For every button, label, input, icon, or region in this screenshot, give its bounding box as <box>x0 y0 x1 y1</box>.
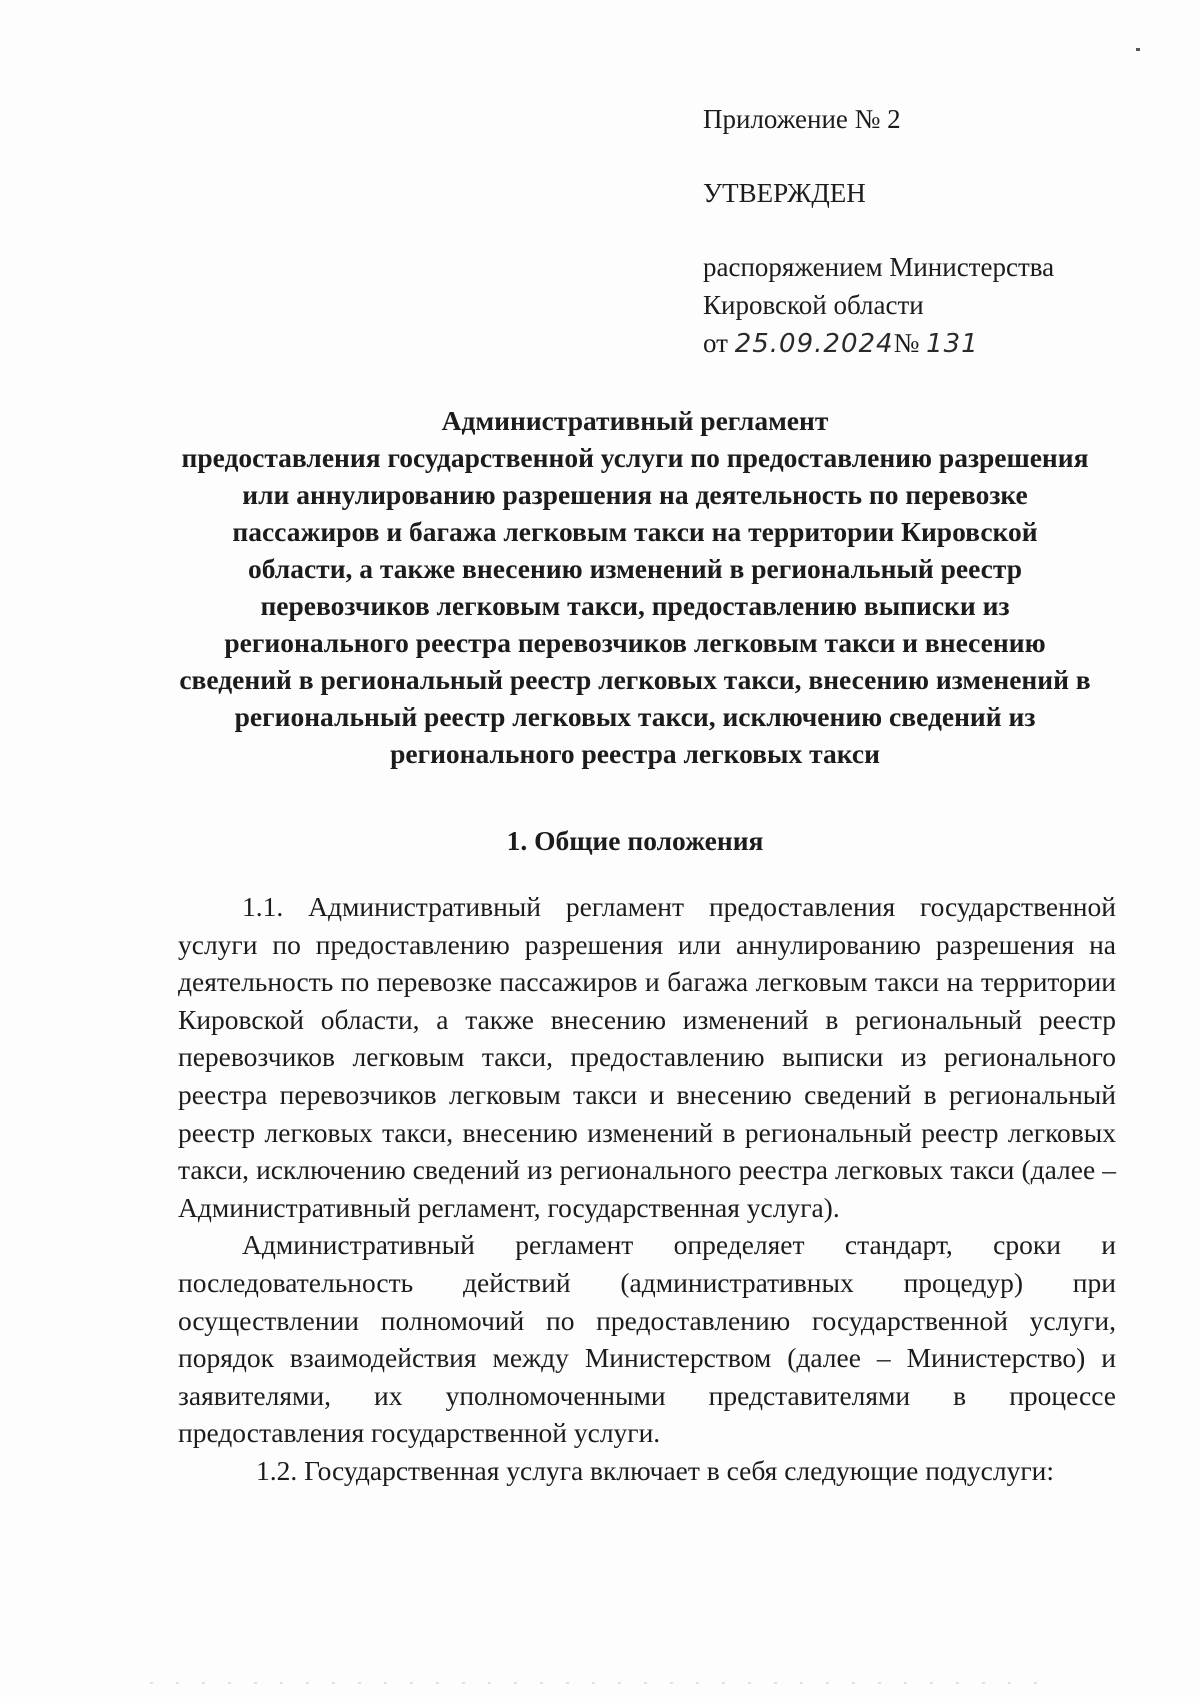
title-line: Административный регламент <box>441 405 829 436</box>
title-line: региональный реестр легковых такси, исключению сведений из <box>234 701 1036 732</box>
paragraph-regulation-scope: Административный регламент определяет стандарт, сроки и последовательность действий (административных процедур) при осуществлении полномочий по предоставлению государственной услуги, порядок взаимодействия между Министерством (далее – Министерство) и заявителями, их уполномоченными представителями в процессе предоставления государственной услуги. <box>178 1229 1116 1449</box>
document-title <box>150 402 1120 772</box>
approved-label: УТВЕРЖДЕН <box>703 178 866 208</box>
handwritten-date: 25.09.2024 <box>734 329 894 359</box>
body-text <box>178 888 1116 1490</box>
title-line: или аннулированию разрешения на деятельность по перевозке <box>242 479 1028 510</box>
section-heading: 1. Общие положения <box>506 825 764 856</box>
number-prefix: № <box>893 328 920 358</box>
title-line: перевозчиков легковым такси, предоставлению выписки из <box>260 590 1010 621</box>
paragraph-1-1: 1.1. Административный регламент предоставления государственной услуги по предоставлению разрешения или аннулированию разрешения на деятельность по перевозке пассажиров и багажа легковым такси на территории Кировской области, а также внесению изменений в региональный реестр перевозчиков легковым такси, предоставлению выписки из регионального реестра перевозчиков легковым такси и внесению сведений в региональный реестр легковых такси, внесению изменений в региональный реестр легковых такси, исключению сведений из регионального реестра легковых такси (далее – Административный регламент, государственная услуга). <box>178 891 1116 1223</box>
title-line: области, а также внесению изменений в региональный реестр <box>247 553 1023 584</box>
date-prefix: от <box>703 328 728 358</box>
scan-artifact-bottom <box>150 1682 1050 1684</box>
approved-by-order-line: распоряжением Министерства <box>703 252 1055 282</box>
approval-stamp-block <box>703 100 1143 363</box>
title-line: сведений в региональный реестр легковых такси, внесению изменений в <box>179 664 1091 695</box>
title-line: пассажиров и багажа легковым такси на территории Кировской <box>232 516 1038 547</box>
title-line: предоставления государственной услуги по предоставлению разрешения <box>181 442 1089 473</box>
title-line: регионального реестра перевозчиков легковым такси и внесению <box>224 627 1046 658</box>
paragraph-1-2: 1.2. Государственная услуга включает в себя следующие подуслуги: <box>256 1454 1054 1486</box>
handwritten-number: 131 <box>926 329 979 359</box>
title-line: регионального реестра легковых такси <box>390 738 880 769</box>
order-date-line <box>703 324 1143 363</box>
region-line: Кировской области <box>703 290 924 320</box>
scan-artifact <box>1136 48 1140 51</box>
appendix-label: Приложение № 2 <box>703 104 901 134</box>
